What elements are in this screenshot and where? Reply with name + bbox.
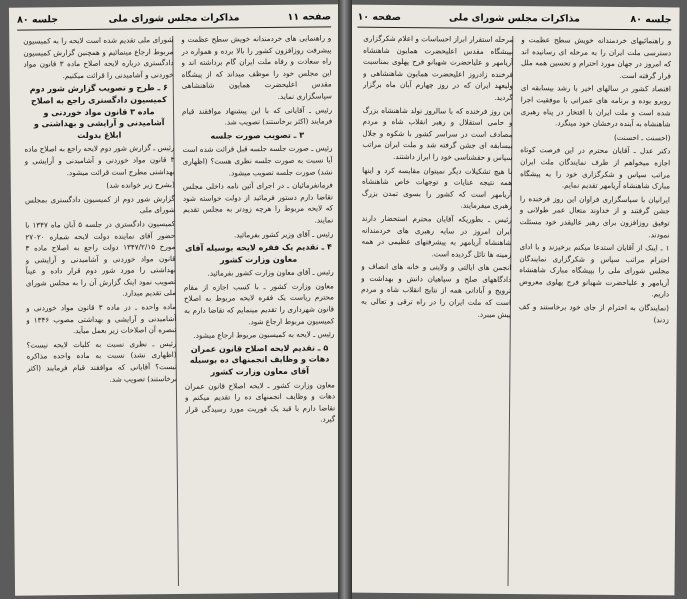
section-heading: ۴ ـ تقدیم یک فقره لایحه بوسیله آقای معاون وزارت کشور xyxy=(184,242,332,265)
body-paragraph: دکتر عدل ـ آقایان محترم در این فرصت کوتاه اجازه میخواهم از طرف نمایندگان ملت ایران مراتب سپاس و شکرگزاری خود را به پیشگاه مبارک شاهنشاه آریامهر تقدیم نمایم. xyxy=(520,145,671,191)
body-paragraph: (احسنت ـ احسنت) xyxy=(613,132,671,143)
left-page-column-right xyxy=(181,32,337,588)
left-page xyxy=(9,4,345,595)
body-paragraph: گزارش شور دوم از کمیسیون دادگستری بمجلس شورای ملی xyxy=(24,193,176,215)
body-paragraph: (بشرح زیر خوانده شد) xyxy=(106,180,175,190)
body-paragraph: مرحله استقرار ابراز احساسات و اعلام شکرگزاری بپیشگاه مقدس اعلیحضرت همایون شاهنشاه آریامهر و علیاحضرت شهبانو فرح پهلوی بمناسبت فرخنده زادروز اعلیحضرت همایون شاهنشاهی و ولیعهد ایران که در روز چهارم آبان ماه برگزار گردید. xyxy=(362,33,514,102)
body-paragraph: شورای ملی تقدیم شده است لایحه را به کمیسیون مربوط ارجاع مینمائیم و همچنین گزارش کمیسیون دادگستری درباره لایحه اصلاح ماده ۳ قانون مواد خوردنی و آشامیدنی را قرائت میکنیم. xyxy=(23,35,174,80)
left-page-column-left xyxy=(23,34,179,590)
body-paragraph: رئیس ـ آقایانی که با این پیشنهاد موافقند قیام فرمایند (اکثر برخاستند) تصویب شد. xyxy=(181,104,333,127)
left-page-header xyxy=(17,10,331,30)
body-paragraph: رئیس ـ گزارش شور دوم لایحه راجع به اصلاح ماده ۳ قانون مواد خوردنی و آشامیدنی و آرایشی و بهداشتی مطرح است قرائت میشود. xyxy=(24,143,175,177)
right-page-column-left xyxy=(358,33,513,588)
body-paragraph: ماده واحده ـ در ماده ۳ قانون مواد خوردنی و آشامیدنی و آرایشی و بهداشتی مصوب ۱۳۴۶ و تبصره آن اصلاحات زیر بعمل میآید. xyxy=(26,302,177,336)
body-paragraph: رئیس ـ بطوریکه آقایان محترم استحضار دارند ایران امروز در سایه رهبری های خردمندانه شاهنشاه آریامهر به پیشرفتهای عظیمی در همه زمینه ها نائل گردیده است. xyxy=(361,213,512,259)
right-page-title: مذاکرات مجلس شورای ملی xyxy=(448,12,580,25)
left-page-label: صفحه ۱۱ xyxy=(287,11,332,23)
body-paragraph: (نمایندگان به احترام از جای خود برخاستند و کف زدند) xyxy=(518,302,669,325)
body-paragraph: اقتصاد کشور در سالهای اخیر با رشد بیسابقه ای روبرو بوده و برنامه های عمرانی با موفقیت اجرا شده است و ملت ایران با افتخار در پناه رهبری شاهنشاه به آینده درخشان خود مینگرد. xyxy=(520,83,671,129)
right-page-label: صفحه ۱۰ xyxy=(357,11,402,24)
body-paragraph: معاون وزارت کشور ـ با کسب اجازه از مقام محترم ریاست یک فقره لایحه مربوط به اصلاح قانون شهرداری را تقدیم مینمایم که تقاضا دارم به کمیسیون مربوط ارجاع شود. xyxy=(183,281,335,326)
section-heading: ۶ ـ طرح و تصویب گزارش شور دوم کمیسیون دادگستری راجع به اصلاح ماده ۳ قانون مواد خوردنی و آشامیدنی و آرایشی و بهداشتی و ابلاغ بدولت xyxy=(29,83,168,140)
body-paragraph: رئیس ـ نظری نسبت به کلیات لایحه نیست؟ (اظهاری نشد) نسبت به ماده واحده مذاکره نیست؟ آقایانی که موافقند قیام فرمایند (اکثر برخاستند) تصویب شد. xyxy=(26,338,177,384)
body-paragraph: انجمن های ایالتی و ولایتی و خانه های انصاف و دادگاههای صلح و سپاهیان دانش و بهداشت و ترویج و آبادانی همه از نتایج انقلاب شاه و مردم است که ملت ایران را در راه ترقی و تعالی به پیش میبرد. xyxy=(360,261,512,319)
body-paragraph: فرمانفرمائیان ـ در اجرای آئین نامه داخلی مجلس تقاضا دارم دستور فرمائید از دولت خواسته شود که لایحه مربوط را هرچه زودتر به مجلس تقدیم نمایند. xyxy=(182,180,334,225)
right-page-header xyxy=(357,11,671,31)
body-paragraph: و راهنمایی های خردمندانه خویش سطح عظمت و پیشرفت روزافزون کشور را بالا برده و همواره در راه سعادت و رفاه ملت ایران گام برداشته اند و این مجلس خود را موظف میداند که از پیشگاه مقدس اعلیحضرت همایون شاهنشاهی سپاسگزاری نماید. xyxy=(181,33,332,101)
left-page-title: مذاکرات مجلس شورای ملی xyxy=(108,12,240,25)
body-paragraph: رئیس ـ صورت جلسه جلسه قبل قرائت شده است آیا نسبت به صورت جلسه نظری هست؟ (اظهاری نشد) صورت جلسه تصویب میشود. xyxy=(182,143,333,177)
body-paragraph: رئیس ـ آقای معاون وزارت کشور بفرمائید. xyxy=(207,267,334,278)
section-heading: ۵ ـ تقدیم لایحه اصلاح قانون عمران دهات و وظایف انجمنهای ده بوسیله آقای معاون وزارت کشور xyxy=(189,343,330,377)
body-paragraph: با هیچ تشکیلات دیگر نمیتوان مقایسه کرد و اینها همه نتیجه عنایات و توجهات خاص شاهنشاه آریامهر است که کشور را بسوی تمدن بزرگ رهبری میفرمایند. xyxy=(361,165,513,211)
body-paragraph: رئیس ـ آقای وزیر کشور بفرمائید. xyxy=(233,228,334,239)
body-paragraph: و راهنمائیهای خردمندانه خویش سطح عظمت و دسترسی ملت ایران را به مرحله ای رسانیده اند که امروز در جهان مورد احترام و تحسین همه ملل قرار گرفته است. xyxy=(521,35,672,81)
right-page-column-right xyxy=(516,34,671,589)
body-paragraph: ۱ ـ اینک از آقایان استدعا میکنم برخیزند و با ادای احترام مراتب سپاس و شکرگزاری نمایندگان مجلس شورای ملی را بپیشگاه مبارک شاهنشاه آریامهر و علیاحضرت شهبانو فرح پهلوی معروض داریم. xyxy=(519,242,670,299)
left-page-session: جلسه ۸۰ xyxy=(17,14,59,26)
section-heading: ۳ ـ تصویب صورت جلسه xyxy=(210,130,305,141)
right-page xyxy=(344,5,679,596)
body-paragraph: کمیسیون دادگستری در جلسه ۵ آبان ماه ۱۳۴۷ با حضور آقای نماینده دولت لایحه شماره ۲۷۰۲۰ مورخ ۱۳۴۷/۲/۱۵ دولت راجع به اصلاح ماده ۳ قانون مواد خوردنی و آشامیدنی و آرایشی و بهداشتی را مورد شور دوم قرار داده و عیناً تصویب نمود اینک گزارش آن را به مجلس شورای ملی تقدیم میدارد. xyxy=(25,218,176,299)
body-paragraph: معاون وزارت کشور ـ لایحه اصلاح قانون عمران دهات و وظایف انجمنهای ده را تقدیم میکنم و تقاضا دارم با قید یک فوریت مورد رسیدگی قرار گیرد. xyxy=(184,379,336,424)
book-gutter xyxy=(338,0,352,599)
right-page-session: جلسه ۸۰ xyxy=(630,14,672,26)
body-paragraph: این روز فرخنده که با سالروز تولد شاهنشاه بزرگ و حامی استقلال و رهبر انقلاب شاه و مردم مصادف است در سراسر کشور با شکوه و جلال بیسابقه ای جشن گرفته شد و ملت ایران مراتب سپاس و حقشناسی خود را ابراز داشتند. xyxy=(362,105,513,162)
body-paragraph: رئیس ـ لایحه به کمیسیون مربوط ارجاع میشود. xyxy=(193,329,335,341)
body-paragraph: ایرانیان با سپاسگزاری فراوان این روز فرخنده را جشن گرفتند و از خداوند متعال عمر طولانی و توفیق روزافزون برای رهبر عالیقدر خود مسئلت نمودند. xyxy=(519,193,670,239)
